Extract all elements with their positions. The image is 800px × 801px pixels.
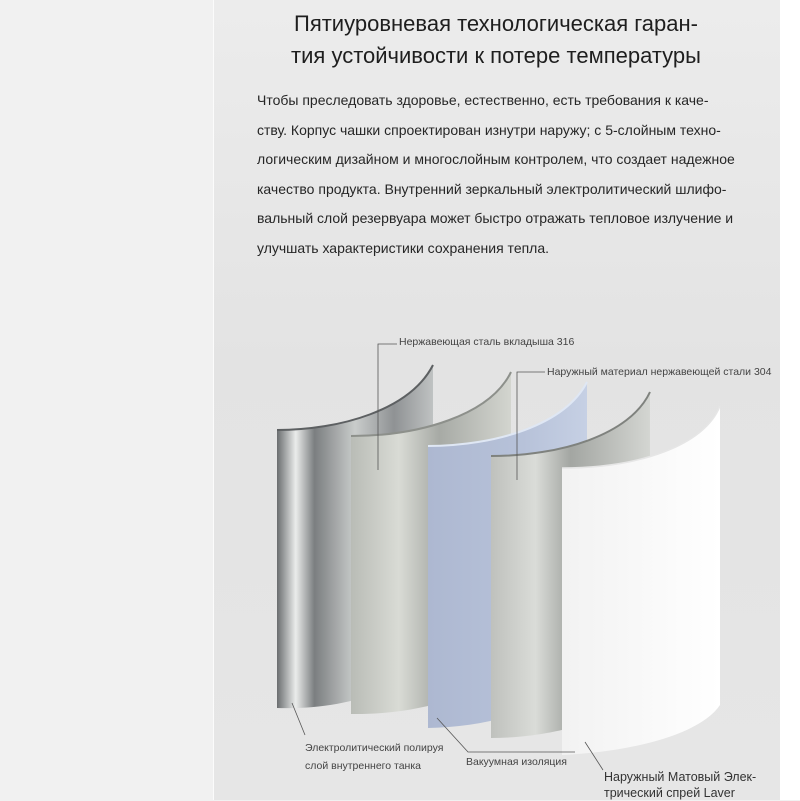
title-line: тия устойчивости к потере температуры (291, 43, 701, 68)
label-outer-steel: Наружный материал нержавеющей стали 304 (547, 366, 772, 378)
description-line: улучшать характеристики сохранения тепла. (257, 239, 550, 256)
label-spray (604, 769, 756, 801)
label-vacuum: Вакуумная изоляция (466, 756, 567, 768)
description-line: логическим дизайном и многослойным контролем, что создает надежное (257, 151, 735, 167)
label-inner-steel: Нержавеющая сталь вкладыша 316 (399, 336, 575, 348)
label-spray-line: Наружный Матовый Элек- (604, 770, 757, 784)
label-polish-line: Электролитический полируя (305, 742, 444, 754)
label-polish-line: слой внутреннего танка (305, 760, 422, 772)
label-polish (305, 739, 443, 775)
label-spray-line: трический спрей Laver (604, 786, 735, 800)
description-line: качество продукта. Внутренний зеркальный электролитический шлифо- (257, 180, 727, 197)
description-line: ству. Корпус чашки спроектирован изнутри наружу; с 5-слойным техно- (257, 121, 721, 138)
description-line: Чтобы преследовать здоровье, естественно, есть требования к каче- (257, 92, 709, 108)
description-line: вальный слой резервуара может быстро отражать тепловое излучение и (257, 210, 734, 226)
title-line: Пятиуровневая технологическая гаран- (294, 11, 698, 36)
